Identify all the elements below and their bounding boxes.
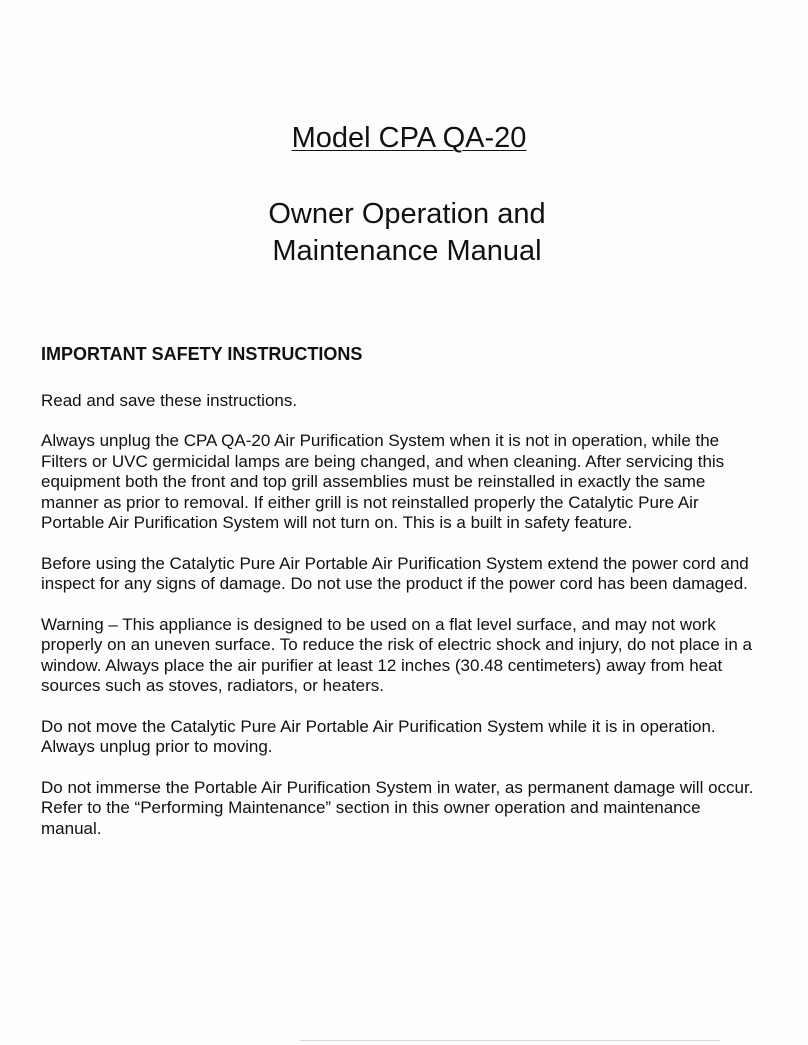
paragraph-power-cord: Before using the Catalytic Pure Air Portable Air Purification System extend the power cord and inspect for any signs of damage. Do not use the product if the power cord has been damaged. [41,553,749,593]
manual-title-line-1: Owner Operation and [268,198,546,230]
scan-edge-line [300,1040,720,1041]
model-title: Model CPA QA-20 [291,122,527,154]
paragraph-do-not-immerse: Do not immerse the Portable Air Purification System in water, as permanent damage will occur. Refer to the “Performing Maintenance” section in this owner operation and maintenance manual. [41,777,754,838]
paragraph-unplug-warning: Always unplug the CPA QA-20 Air Purification System when it is not in operation, while the Filters or UVC germicidal lamps are being changed, and when cleaning. After servicing this equipment both the front and top grill assemblies must be reinstalled in exactly the same manner as prior to removal. If either grill is not reinstalled properly the Catalytic Pure Air Portable Air Purification System will not turn on. This is a built in safety feature. [41,431,725,532]
paragraph-read-and-save: Read and save these instructions. [41,390,298,410]
safety-instructions-section [41,344,761,859]
paragraph-placement-warning: Warning – This appliance is designed to be used on a flat level surface, and may not work properly on an uneven surface. To reduce the risk of electric shock and injury, do not place in a window. Always place the air purifier at least 12 inches (30.48 centimeters) away from heat sources such as stoves, radiators, or heaters. [41,614,752,695]
manual-title-line-2: Maintenance Manual [272,235,542,267]
paragraph-unplug-before-moving: Always unplug prior to moving. [41,737,273,756]
manual-title [0,196,808,270]
section-heading: IMPORTANT SAFETY INSTRUCTIONS [41,344,363,364]
paragraph-do-not-move: Do not move the Catalytic Pure Air Portable Air Purification System while it is in operation. [41,716,716,736]
